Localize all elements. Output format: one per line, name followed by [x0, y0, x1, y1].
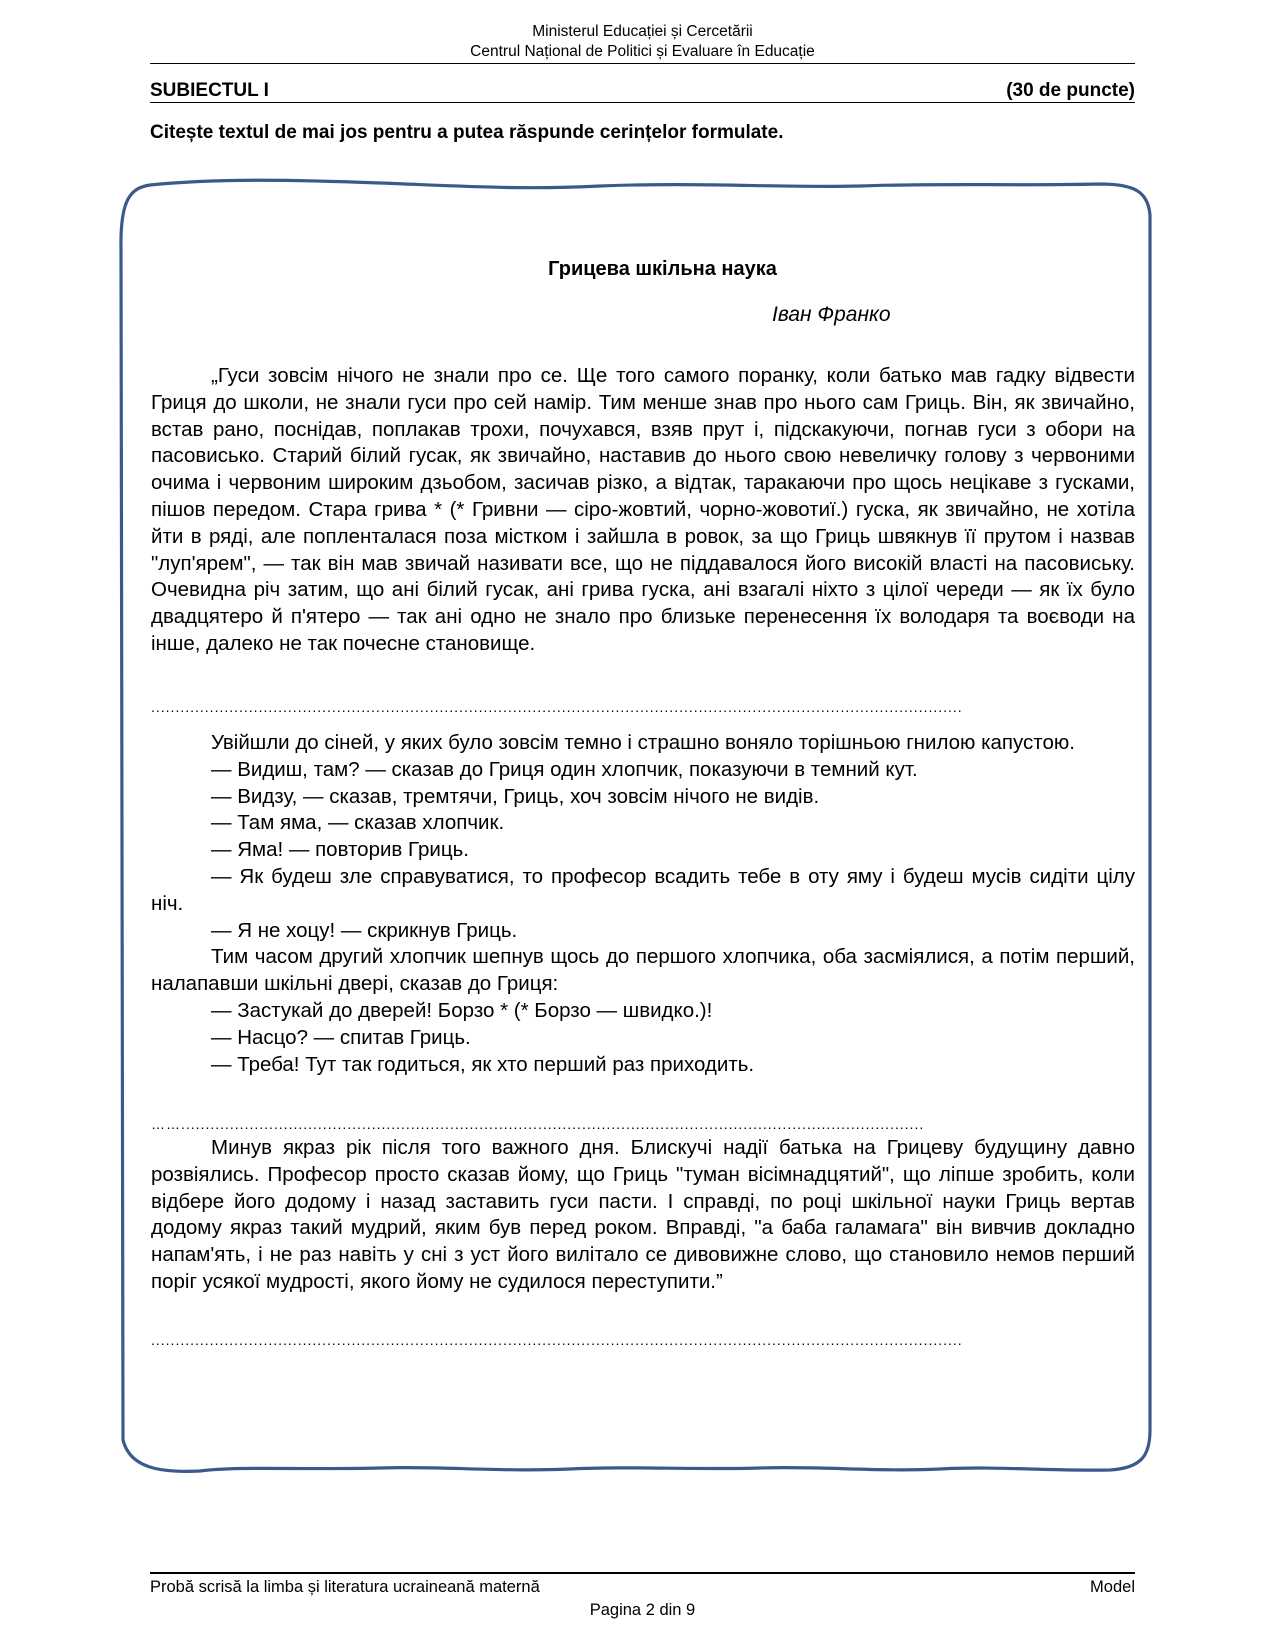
- story-part-2: [151, 730, 1135, 1078]
- omission-separator: ......................................................................................................................................................................: [151, 1333, 963, 1347]
- dialogue-line: — Застукай до дверей! Борзо * (* Борзо — швидко.)!: [211, 998, 713, 1022]
- paragraph: Увійшли до сіней, у яких було зовсім темно і страшно воняло торішньою гнилою капустою.: [211, 731, 1075, 754]
- header-rule: [150, 63, 1135, 64]
- subject-points: (30 de puncte): [1006, 80, 1135, 101]
- story-part-1: [151, 363, 1135, 658]
- dialogue-line: — Яма! — повторив Гриць.: [211, 838, 469, 862]
- footer-exam-name: Probă scrisă la limba și literatura ucraineană maternă: [150, 1578, 540, 1596]
- dialogue-line: — Я не хоцу! — скрикнув Гриць.: [211, 918, 518, 942]
- paragraph: „Гуси зовсім нічого не знали про се. Ще того самого поранку, коли батько мав гадку відвести Гриця до школи, не знали гуси про сей намір. Тим менше знав про нього сам Гриць. Він, як звичайно, встав рано, поснідав, поплакав трохи, почухався, взяв прут і, підскакуючи, погнав гуси з обори на пасовисько. Старий білий гусак, як звичайно, наставив до нього свою невеличку голову з червоними очима і червоним широким дзьобом, засичав різко, а відтак, таракаючи про щось нецікаве з гусками, пішов передом. Стара грива * (* Гривни — сіро-жовтий, чорно-жовотиї.) гуска, як звичайно, не хотіла йти в ряді, але попленталася поза містком і зайшла в ровок, за що Гриць швякнув її прутом і назвав "луп'ярем", — так він мав звичай називати все, що не піддавалося його високій власті на пасовиську. Очевидна річ затим, що ані білий гусак, ані грива гуска, ані взагалі ніхто з цілої череди — як їх було двадцятеро й п'ятеро — так ані одно не знало про близьке перенесення їх володаря та воєводи на інше, далеко не так почесне становище.: [151, 364, 1135, 655]
- subject-heading: [150, 80, 1135, 103]
- dialogue-line: — Насцо? — спитав Гриць.: [211, 1025, 471, 1049]
- paragraph: Минув якраз рік після того важного дня. Блискучі надії батька на Грицеву будущину давно розвіялись. Професор просто сказав йому, що Гриць "туман вісімнадцятий", що ліпше зробить, коли відбере його додому і назад заставить гуси пасти. І справді, по році шкільної науки Гриць вертав додому якраз такий мудрий, яким був перед роком. Вправді, "а баба галамага" він вивчив докладно напам'ять, і не раз навіть у сні з уст його вилітало се дивовижне слово, що становило немов перший поріг усякої мудрості, якого йому не судилося переступити.”: [151, 1136, 1135, 1293]
- omission-separator: ……........................................................................................................................................................: [151, 1117, 925, 1131]
- footer-model-label: Model: [1090, 1578, 1135, 1596]
- story-part-3: [151, 1135, 1135, 1296]
- page-header: [150, 22, 1135, 62]
- paragraph: Тим часом другий хлопчик шепнув щось до першого хлопчика, оба засміялися, а потім перший, налапавши шкільні двері, сказав до Гриця:: [151, 945, 1135, 996]
- dialogue-line: — Там яма, — сказав хлопчик.: [211, 811, 505, 835]
- dialogue-line: — Треба! Тут так годиться, як хто перший раз приходить.: [211, 1052, 755, 1076]
- dialogue-line: — Видзу, — сказав, тремтячи, Гриць, хоч зовсім нічого не видів.: [211, 784, 820, 808]
- footer-rule: [150, 1572, 1135, 1574]
- instruction-text: Citește textul de mai jos pentru a putea răspunde cerințelor formulate.: [150, 122, 784, 143]
- dialogue-line: — Видиш, там? — сказав до Гриця один хлопчик, показуючи в темний кут.: [211, 757, 918, 781]
- center-name: Centrul Național de Politici și Evaluare în Educație: [470, 43, 815, 60]
- dialogue-line: — Як будеш зле справуватися, то професор всадить тебе в оту яму і будеш мусів сидіти цілу ніч.: [151, 864, 1135, 915]
- ministry-name: Ministerul Educației și Cercetării: [532, 23, 753, 40]
- omission-separator: ......................................................................................................................................................................: [151, 700, 963, 714]
- story-author: Іван Франко: [772, 303, 891, 326]
- page-number: Pagina 2 din 9: [589, 1601, 696, 1619]
- story-title: Грицева шкільна наука: [548, 258, 777, 280]
- subject-label: SUBIECTUL I: [150, 80, 269, 101]
